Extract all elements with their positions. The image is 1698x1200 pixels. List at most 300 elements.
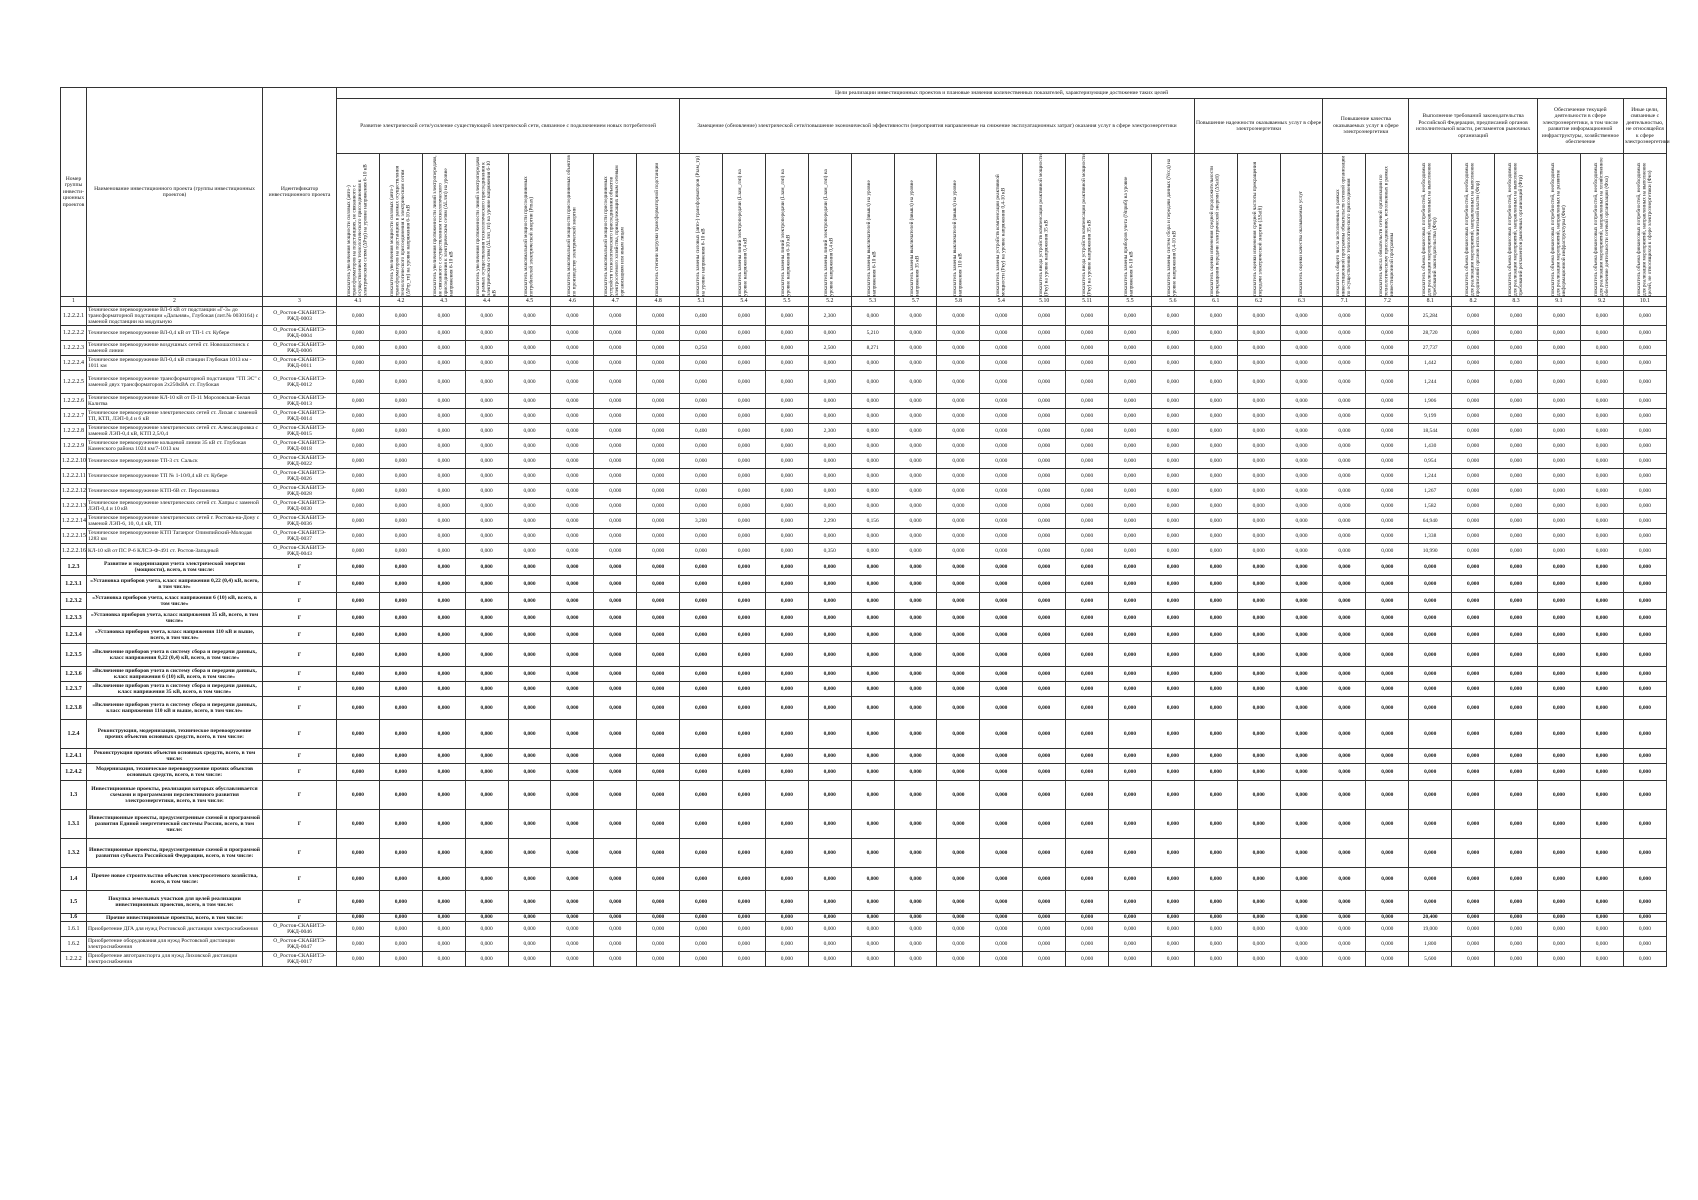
row-value: 0,000 [1323,682,1366,697]
row-value: 0,000 [765,922,808,937]
row-value: 2,290 [808,514,851,529]
row-value: 0,000 [1495,544,1538,559]
row-value: 0,000 [808,610,851,627]
row-value: 0,000 [765,697,808,720]
row-value: 0,000 [937,326,980,341]
row-value: 0,000 [1066,952,1109,967]
row-value: 0,000 [765,356,808,371]
row-value: 0,000 [894,610,937,627]
row-value: 0,000 [1194,627,1237,644]
row-value: 0,000 [637,559,680,576]
row-project-name: Техническое перевооружение КТП-6В ст. Персиановка [87,484,263,499]
table-row [61,914,1667,922]
row-number: 1.2.3.1 [61,576,87,593]
row-value: 0,000 [680,576,723,593]
row-value: 0,000 [637,952,680,967]
row-value: 0,000 [1323,764,1366,781]
row-value: 0,000 [1023,627,1066,644]
row-value: 0,000 [894,499,937,514]
table-row [61,764,1667,781]
row-value: 0,000 [1280,307,1323,326]
row-value: 0,000 [1237,394,1280,409]
row-value: 0,000 [637,529,680,544]
row-value: 0,000 [1409,749,1452,764]
row-project-name: Техническое перевооружение КТП Таганрог Олимпийский-Молодая 1283 км [87,529,263,544]
row-value: 0,000 [1237,559,1280,576]
row-value: 0,000 [680,484,723,499]
table-row [61,326,1667,341]
row-value: 0,000 [594,499,637,514]
row-value: 0,000 [422,682,465,697]
row-value: 0,000 [337,394,380,409]
row-value: 0,000 [723,764,766,781]
row-number: 1.2.3.7 [61,682,87,697]
row-value: 0,000 [765,868,808,891]
row-value: 0,000 [379,610,422,627]
row-value: 0,000 [1023,394,1066,409]
row-value: 0,000 [1109,682,1152,697]
row-value: 0,000 [465,514,508,529]
row-value: 0,000 [851,764,894,781]
row-value: 0,000 [1537,394,1580,409]
row-value: 0,000 [551,682,594,697]
row-value: 0,000 [680,952,723,967]
row-value: 0,000 [465,394,508,409]
row-value: 0,000 [980,697,1023,720]
row-value: 0,000 [1151,341,1194,356]
row-value: 0,000 [1237,484,1280,499]
row-value: 0,000 [894,469,937,484]
row-value: 0,000 [1023,371,1066,394]
row-value: 0,000 [1323,610,1366,627]
row-value: 0,000 [808,627,851,644]
row-value: 0,000 [1237,749,1280,764]
row-value: 0,000 [1495,593,1538,610]
row-value: 0,000 [1580,439,1623,454]
row-value: 0,000 [680,781,723,810]
row-value: 0,000 [1237,529,1280,544]
header-indicator: показатель замены линий электропередачи (Lзам_лэп) на уровне напряжения 6-10 кВ [765,154,808,297]
row-value: 0,000 [1452,544,1495,559]
row-value: 0,000 [379,559,422,576]
row-value: 0,000 [379,720,422,749]
row-value: 0,000 [508,499,551,514]
row-value: 0,000 [508,891,551,914]
row-project-id: Г [263,891,337,914]
row-value: 0,000 [1537,559,1580,576]
row-value: 0,000 [937,667,980,682]
row-value: 0,000 [1623,644,1666,667]
row-value: 0,000 [637,764,680,781]
row-value: 0,000 [1237,409,1280,424]
indicator-code: 5.5 [1109,297,1152,307]
row-value: 0,000 [594,394,637,409]
row-value: 0,000 [1323,922,1366,937]
row-value: 0,000 [594,810,637,839]
row-value: 0,000 [1366,937,1409,952]
row-value: 0,000 [765,682,808,697]
row-value: 0,000 [1623,499,1666,514]
row-value: 0,000 [1366,529,1409,544]
row-value: 0,000 [723,544,766,559]
row-number: 1.2.4 [61,720,87,749]
row-project-name: Модернизация, техническое перевооружение прочих объектов основных средств, всего, в том числе: [87,764,263,781]
row-value: 0,000 [1580,469,1623,484]
row-value: 0,000 [1323,781,1366,810]
row-value: 0,000 [422,454,465,469]
indicator-code: 5.3 [851,297,894,307]
row-project-name: «Установка приборов учета, класс напряжения 6 (10) кВ, всего, в том числе» [87,593,263,610]
row-value: 0,000 [765,644,808,667]
row-value: 0,000 [1280,682,1323,697]
row-number: 1.2.2.2.1 [61,307,87,326]
row-value: 0,000 [980,593,1023,610]
row-value: 0,000 [337,371,380,394]
row-number: 1.6.2 [61,937,87,952]
row-value: 0,000 [894,356,937,371]
row-value: 0,000 [1323,593,1366,610]
row-project-name: Развитие и модернизация учета электрической энергии (мощности), всего, в том числе: [87,559,263,576]
row-value: 0,000 [765,749,808,764]
row-value: 0,000 [422,326,465,341]
row-project-id: O_Ростов-СКАБИТЭ-РЖД-0026 [263,469,337,484]
row-value: 0,000 [422,749,465,764]
row-value: 0,000 [723,593,766,610]
row-value: 0,000 [1109,529,1152,544]
row-project-id: Г [263,810,337,839]
row-value: 0,000 [594,559,637,576]
row-value: 0,000 [1580,559,1623,576]
row-value: 0,000 [1623,371,1666,394]
row-value: 0,000 [637,891,680,914]
row-project-name: Инвестиционные проекты, предусмотренные схемой и программой развития Единой энергетической системы России, всего, в том числе: [87,810,263,839]
row-value: 0,000 [1537,454,1580,469]
row-project-id: O_Ростов-СКАБИТЭ-РЖД-0011 [263,356,337,371]
row-value: 0,000 [1580,764,1623,781]
row-value: 0,000 [337,469,380,484]
row-value: 0,000 [465,937,508,952]
row-value: 0,000 [1580,627,1623,644]
row-number: 1.2.3.3 [61,610,87,627]
row-value: 0,000 [1323,720,1366,749]
row-value: 0,000 [1323,454,1366,469]
row-value: 0,000 [637,610,680,627]
row-value: 0,000 [1366,749,1409,764]
row-value: 0,000 [337,810,380,839]
row-value: 0,000 [1323,341,1366,356]
table-row [61,952,1667,967]
row-value: 0,000 [508,307,551,326]
row-value: 0,000 [465,356,508,371]
row-value: 0,000 [1409,682,1452,697]
row-value: 0,000 [594,610,637,627]
row-value: 0,000 [1495,937,1538,952]
row-value: 1,906 [1409,394,1452,409]
row-value: 0,000 [337,891,380,914]
row-value: 0,000 [1537,409,1580,424]
table-row [61,682,1667,697]
row-project-name: Прочее новое строительство объектов электросетевого хозяйства, всего, в том числе: [87,868,263,891]
row-value: 0,000 [1109,810,1152,839]
row-value: 0,000 [1280,781,1323,810]
row-value: 0,000 [1537,914,1580,922]
row-value: 0,000 [1066,307,1109,326]
row-value: 0,000 [379,868,422,891]
row-value: 0,000 [422,937,465,952]
row-value: 0,000 [1537,529,1580,544]
header-project-id: Идентификатор инвестиционного проекта [263,88,337,297]
row-value: 0,000 [337,839,380,868]
indicator-code: 5.5 [765,297,808,307]
row-project-id: Г [263,764,337,781]
row-value: 0,000 [1066,469,1109,484]
row-value: 0,000 [1366,810,1409,839]
row-value: 0,000 [337,697,380,720]
row-value: 0,000 [1452,394,1495,409]
row-value: 0,000 [1580,307,1623,326]
row-value: 0,000 [1151,891,1194,914]
row-value: 0,000 [1537,514,1580,529]
header-indicator: показатель замены силовых (авто-) трансформаторов (Pзам_тр) на уровне напряжения 6-10 кВ [680,154,723,297]
row-value: 0,000 [680,937,723,952]
row-value: 0,000 [1237,469,1280,484]
row-number: 1.2.4.2 [61,764,87,781]
row-value: 0,000 [465,891,508,914]
row-value: 0,000 [1194,371,1237,394]
row-value: 0,000 [1109,424,1152,439]
row-value: 0,000 [894,839,937,868]
indicator-code: 5.8 [937,297,980,307]
row-value: 0,000 [1237,454,1280,469]
row-number: 1.2.3.4 [61,627,87,644]
row-value: 0,000 [1366,868,1409,891]
row-value: 0,000 [1151,439,1194,454]
row-value: 0,000 [508,544,551,559]
row-value: 0,000 [894,720,937,749]
row-value: 0,000 [1623,764,1666,781]
row-value: 0,000 [1066,627,1109,644]
table-row [61,810,1667,839]
row-value: 0,000 [1194,593,1237,610]
row-value: 0,000 [337,559,380,576]
row-value: 0,000 [551,559,594,576]
row-value: 0,000 [379,682,422,697]
row-value: 0,000 [1151,544,1194,559]
row-value: 0,000 [1580,952,1623,967]
row-value: 0,000 [379,749,422,764]
row-value: 0,000 [1066,667,1109,682]
row-value: 0,000 [1323,914,1366,922]
row-value: 0,000 [851,868,894,891]
row-value: 0,000 [508,682,551,697]
row-value: 0,000 [551,922,594,937]
row-value: 0,000 [422,922,465,937]
row-value: 0,000 [1537,499,1580,514]
row-value: 0,000 [808,356,851,371]
row-value: 0,000 [637,514,680,529]
row-value: 0,000 [680,922,723,937]
row-value: 0,000 [1280,891,1323,914]
row-value: 0,000 [1580,576,1623,593]
indicator-code: 8.1 [1409,297,1452,307]
row-project-name: Техническое перевооружение ТП № 1-10/0,4 кВ ст. Кубере [87,469,263,484]
row-value: 0,000 [1194,914,1237,922]
row-value: 0,000 [1580,499,1623,514]
row-value: 0,000 [1452,576,1495,593]
indicator-code: 4.6 [551,297,594,307]
row-value: 0,000 [1323,424,1366,439]
row-value: 0,000 [1023,682,1066,697]
row-project-name: Техническое перевооружение воздушных сетей ст. Новошахтинск с заменой линии [87,341,263,356]
row-value: 0,000 [1066,764,1109,781]
row-value: 0,000 [1623,720,1666,749]
row-value: 0,000 [1323,484,1366,499]
row-value: 0,000 [1109,371,1152,394]
row-project-name: «Включение приборов учета в систему сбора и передачи данных, класс напряжения 35 кВ, всего, в том числе» [87,682,263,697]
row-value: 0,000 [1495,764,1538,781]
row-value: 0,000 [337,682,380,697]
row-value: 0,000 [1109,720,1152,749]
row-value: 0,000 [1580,341,1623,356]
header-indicator: показатель максимальной мощности присоединяемых устройств технологического присоединения объектов электросетевого хозяйства, принадлежащих иным сетевым организациям или иным лицам [594,154,637,297]
header-goal-group: Замещение (обновление) электрической сети/повышение экономической эффективности (мероприятия направленные на снижение эксплуатационных затрат) оказания услуг в сфере электроэнергетики [680,99,1195,154]
row-value: 0,000 [723,839,766,868]
row-value: 0,000 [1023,576,1066,593]
column-index: 1 [61,297,87,307]
row-value: 0,000 [1066,593,1109,610]
row-value: 0,000 [808,682,851,697]
row-value: 0,000 [1452,952,1495,967]
row-value: 0,000 [1194,610,1237,627]
row-value: 0,000 [937,749,980,764]
row-value: 0,000 [937,371,980,394]
row-value: 0,000 [594,469,637,484]
row-value: 0,000 [1237,371,1280,394]
row-value: 0,000 [1194,326,1237,341]
row-value: 0,000 [508,576,551,593]
indicator-code: 9.2 [1580,297,1623,307]
row-value: 0,000 [422,371,465,394]
row-value: 0,000 [1452,720,1495,749]
row-value: 0,000 [1151,720,1194,749]
row-value: 0,000 [1066,514,1109,529]
row-value: 0,000 [1151,469,1194,484]
row-value: 0,000 [551,839,594,868]
row-value: 0,000 [1280,356,1323,371]
row-value: 0,000 [1323,439,1366,454]
row-value: 0,000 [594,627,637,644]
row-value: 0,000 [1580,326,1623,341]
row-value: 0,000 [594,720,637,749]
row-value: 0,000 [765,720,808,749]
row-value: 0,000 [508,469,551,484]
row-project-name: Прочие инвестиционные проекты, всего, в том числе: [87,914,263,922]
row-value: 0,000 [1537,667,1580,682]
row-value: 0,000 [851,469,894,484]
row-project-id: O_Ростов-СКАБИТЭ-РЖД-0046 [263,922,337,937]
row-number: 1.2.2.2.6 [61,394,87,409]
row-value: 0,000 [1151,667,1194,682]
row-project-id: O_Ростов-СКАБИТЭ-РЖД-0017 [263,952,337,967]
row-value: 0,000 [980,409,1023,424]
row-value: 0,000 [1194,781,1237,810]
row-value: 0,000 [1194,454,1237,469]
row-value: 0,000 [1280,644,1323,667]
row-value: 0,000 [508,667,551,682]
row-value: 0,000 [1066,868,1109,891]
row-value: 0,000 [379,576,422,593]
row-project-name: Покупка земельных участков для целей реализации инвестиционных проектов, всего, в том числе: [87,891,263,914]
row-value: 0,000 [680,409,723,424]
row-value: 0,000 [422,469,465,484]
row-value: 0,000 [1023,424,1066,439]
row-value: 0,000 [1280,922,1323,937]
row-value: 0,000 [594,697,637,720]
row-value: 0,000 [808,781,851,810]
row-value: 0,000 [765,514,808,529]
row-value: 0,000 [851,914,894,922]
row-value: 0,000 [980,937,1023,952]
row-value: 0,000 [937,914,980,922]
row-value: 0,000 [1280,371,1323,394]
row-value: 19,000 [1409,922,1452,937]
row-value: 0,000 [765,529,808,544]
row-value: 0,000 [1580,529,1623,544]
row-value: 0,000 [337,667,380,682]
row-value: 0,000 [765,764,808,781]
row-value: 0,000 [808,891,851,914]
indicator-code: 8.3 [1495,297,1538,307]
row-value: 0,000 [1537,576,1580,593]
row-value: 0,000 [1151,326,1194,341]
row-value: 0,000 [1066,749,1109,764]
row-value: 0,000 [1323,307,1366,326]
table-row [61,593,1667,610]
row-value: 0,000 [1151,371,1194,394]
row-value: 0,000 [422,891,465,914]
row-value: 0,000 [1495,514,1538,529]
row-value: 0,000 [1537,868,1580,891]
row-value: 0,000 [337,439,380,454]
row-value: 0,000 [1066,781,1109,810]
table-row [61,307,1667,326]
row-value: 0,000 [465,610,508,627]
header-indicator: показатель объема финансовых потребностей, необходимых для реализации мероприятий, направленных на выполнение предписаний органов исполнительной власти (Фпр) [1452,154,1495,297]
row-value: 0,000 [1151,682,1194,697]
row-value: 0,000 [637,454,680,469]
row-value: 0,000 [1237,593,1280,610]
row-value: 0,000 [680,499,723,514]
row-value: 0,000 [637,922,680,937]
row-value: 0,000 [1495,627,1538,644]
row-value: 0,000 [1023,409,1066,424]
row-value: 0,000 [1409,593,1452,610]
row-value: 0,000 [937,593,980,610]
row-value: 0,000 [1109,952,1152,967]
row-value: 0,000 [765,667,808,682]
row-value: 0,000 [594,356,637,371]
row-number: 1.2.2.2.9 [61,439,87,454]
row-value: 0,000 [937,952,980,967]
row-project-id: Г [263,868,337,891]
row-value: 0,000 [1109,627,1152,644]
row-number: 1.2.2.2.7 [61,409,87,424]
investment-goals-table [60,87,1670,967]
row-value: 0,000 [1323,868,1366,891]
row-value: 0,000 [1623,514,1666,529]
row-value: 0,000 [465,371,508,394]
row-value: 0,000 [1366,341,1409,356]
